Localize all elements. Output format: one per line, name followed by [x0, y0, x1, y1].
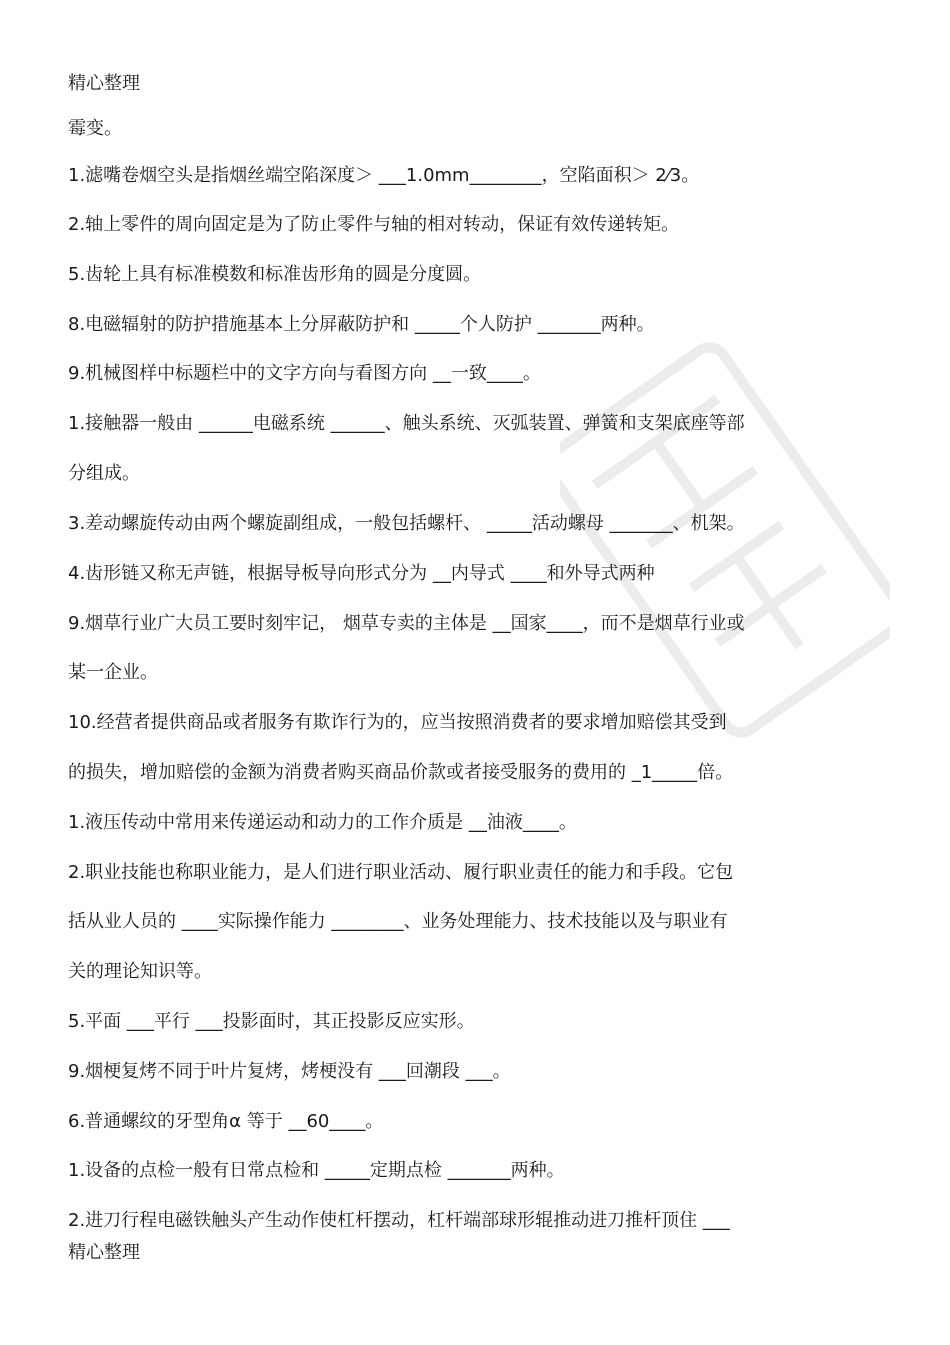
text-line: 括从业人员的 ____实际操作能力 ________、业务处理能力、技术技能以及与职业有 [68, 911, 728, 932]
page-header: 精心整理 [68, 73, 140, 94]
text-line: 的损失，增加赔偿的金额为消费者购买商品价款或者接受服务的费用的 _1_____倍。 [68, 762, 734, 783]
text-line: 分组成。 [68, 463, 140, 484]
text-line: 1.设备的点检一般有日常点检和 _____定期点检 _______两种。 [68, 1160, 565, 1181]
text-line: 6.普通螺纹的牙型角α 等于 __60____。 [68, 1111, 384, 1132]
text-line: 某一企业。 [68, 662, 158, 683]
text-line: 1.接触器一般由 ______电磁系统 ______、触头系统、灭弧装置、弹簧和支架底座等部 [68, 413, 745, 434]
text-line: 霉变。 [68, 118, 122, 139]
watermark-seal [560, 330, 890, 750]
text-line: 3.差动螺旋传动由两个螺旋副组成，一般包括螺杆、 _____活动螺母 _______、机架。 [68, 513, 745, 534]
text-line: 9.机械图样中标题栏中的文字方向与看图方向 __一致____。 [68, 363, 541, 384]
text-line: 8.电磁辐射的防护措施基本上分屏蔽防护和 _____个人防护 _______两种。 [68, 314, 655, 335]
page-footer: 精心整理 [68, 1242, 140, 1263]
text-line: 2.轴上零件的周向固定是为了防止零件与轴的相对转动，保证有效传递转矩。 [68, 214, 680, 235]
text-line: 1.液压传动中常用来传递运动和动力的工作介质是 __油液____。 [68, 812, 577, 833]
text-line: 2.职业技能也称职业能力，是人们进行职业活动、履行职业责任的能力和手段。它包 [68, 862, 734, 883]
text-line: 10.经营者提供商品或者服务有欺诈行为的，应当按照消费者的要求增加赔偿其受到 [68, 712, 727, 733]
text-line: 5.齿轮上具有标准模数和标准齿形角的圆是分度圆。 [68, 264, 482, 285]
text-line: 2.进刀行程电磁铁触头产生动作使杠杆摆动，杠杆端部球形辊推动进刀推杆顶住 ___ [68, 1210, 730, 1231]
text-line: 5.平面 ___平行 ___投影面时，其正投影反应实形。 [68, 1011, 475, 1032]
text-line: 关的理论知识等。 [68, 961, 212, 982]
text-line: 9.烟草行业广大员工要时刻牢记， 烟草专卖的主体是 __国家____，而不是烟草行业或 [68, 613, 745, 634]
text-line: 1.滤嘴卷烟空头是指烟丝端空陷深度＞ ___1.0mm________，空陷面积＞ 2⁄3。 [68, 165, 700, 186]
text-line: 9.烟梗复烤不同于叶片复烤，烤梗没有 ___回潮段 ___。 [68, 1061, 511, 1082]
text-line: 4.齿形链又称无声链，根据导板导向形式分为 __内导式 ____和外导式两种 [68, 563, 655, 584]
